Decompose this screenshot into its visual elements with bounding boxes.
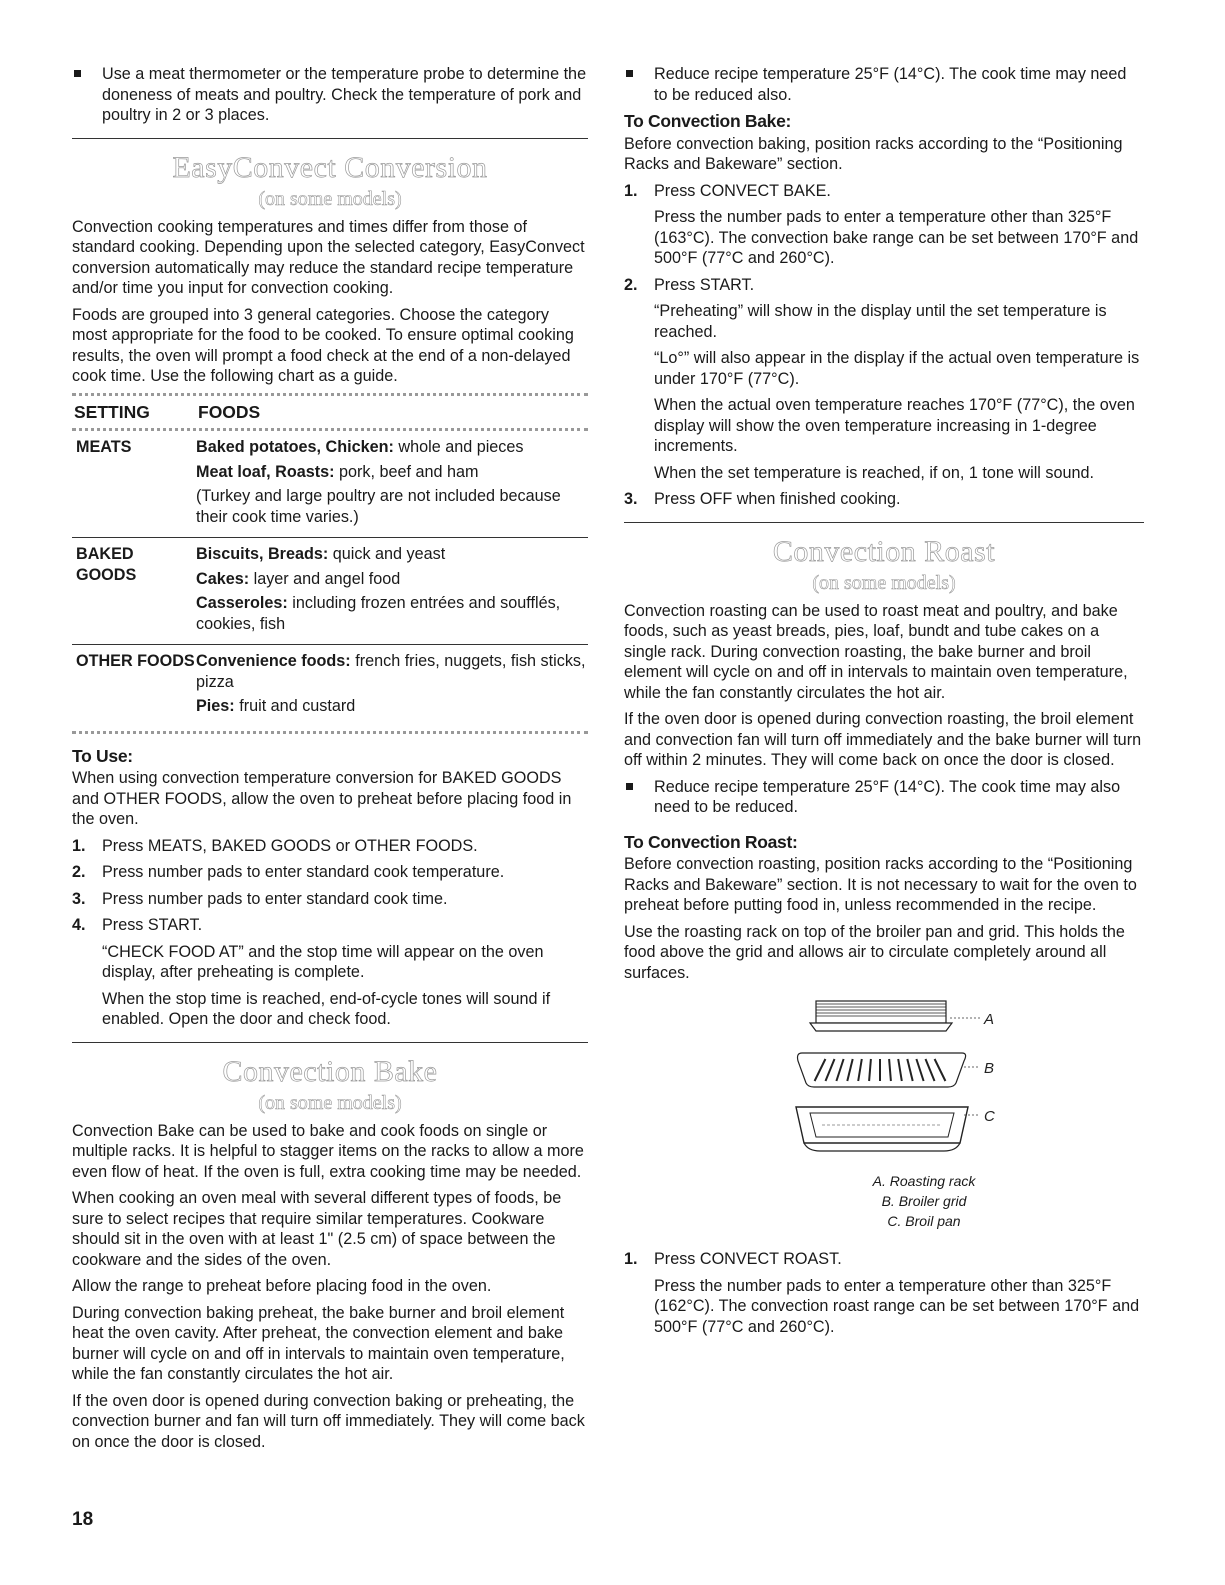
food-examples-text: french fries, nuggets, fish sticks, pizza: [196, 652, 586, 691]
bullet-text: Reduce recipe temperature 25°F (14°C). The cook time may also need to be reduced.: [654, 777, 1121, 816]
paragraph: Allow the range to preheat before placing food in the oven.: [72, 1277, 492, 1295]
section-subtitle: (on some models): [258, 187, 402, 210]
caption-line: A. Roasting rack: [872, 1173, 976, 1189]
chart-foods-cell: [196, 431, 588, 538]
step-number: 1.: [624, 1250, 638, 1268]
step-text: Press OFF when finished cooking.: [654, 490, 901, 508]
step-number: 2.: [72, 863, 86, 881]
paragraph: Convection cooking temperatures and times differ from those of standard cooking. Depending upon the selected category, EasyConvect conversion automatically may reduce the standard recipe temperature and/or time you input for convection cooking.: [72, 217, 585, 297]
step-detail: Press the number pads to enter a temperature other than 325°F (163°C). The convection bake range can be set between 170°F and 500°F (77°C and 260°C).: [654, 208, 1139, 267]
chart-row: [72, 431, 588, 538]
broiler-pan-illustration: [624, 991, 1144, 1171]
chart-foods-cell: [196, 645, 588, 727]
paragraph: Use the roasting rack on top of the broiler pan and grid. This holds the food above the grid and allows air to circulate completely around all surfaces.: [624, 922, 1125, 982]
paragraph: Convection Bake can be used to bake and cook foods on single or multiple racks. It is helpful to stagger items on the racks to allow a more even flow of heat. If the oven is full, extra cooking time may be needed.: [72, 1121, 584, 1181]
step-item: [72, 836, 588, 857]
diagram-caption: [624, 1171, 1144, 1231]
chart-setting-cell: OTHER FOODS: [72, 645, 196, 727]
food-examples-text: pork, beef and ham: [334, 462, 479, 481]
food-line: [196, 651, 588, 692]
step-item: [72, 889, 588, 910]
step-number: 3.: [624, 490, 638, 508]
section-subtitle: (on some models): [258, 1091, 402, 1114]
food-examples-text: whole and pieces: [393, 438, 524, 456]
paragraph: When using convection temperature conversion for BAKED GOODS and OTHER FOODS, allow the oven to preheat before placing food in the oven.: [72, 769, 572, 828]
chart-header-foods: FOODS: [198, 401, 261, 422]
bullet-square-icon: [626, 70, 633, 77]
food-line: [196, 544, 588, 565]
food-category-label: Pies:: [196, 697, 235, 715]
step-text: Press START.: [102, 916, 203, 934]
bullet-item: [624, 64, 1144, 105]
food-line: [196, 696, 588, 717]
paragraph: If the oven door is opened during convection baking or preheating, the convection burner and fan will turn off immediately. They will come back on once the door is closed.: [72, 1391, 585, 1451]
step-text: Press CONVECT BAKE.: [654, 181, 831, 200]
chart-row: [72, 538, 588, 645]
food-category-label: Convenience foods:: [196, 652, 351, 670]
step-item: [72, 915, 588, 1030]
paragraph: When cooking an oven meal with several different types of foods, be sure to select recipes that require similar temperatures. Cookware should sit in the oven with at least 1" (2.5 cm) of space between the cookware and the sides of the oven.: [72, 1189, 562, 1269]
food-category-label: Meat loaf, Roasts:: [196, 462, 335, 481]
broiler-grid-illustration: [798, 1053, 981, 1087]
section-title-convection-bake: Convection Bake: [222, 1054, 438, 1088]
chart-setting-cell: MEATS: [76, 438, 132, 456]
food-line: [196, 437, 588, 458]
step-number: 3.: [72, 889, 86, 908]
chart-row: [72, 645, 588, 727]
section-title-easyconvect: EasyConvect Conversion: [172, 150, 488, 184]
food-category-label: Casseroles:: [196, 594, 288, 612]
convection-bake-steps: [624, 181, 1144, 510]
broil-pan-illustration: [796, 1107, 980, 1151]
section-divider: [624, 522, 1144, 523]
section-title-convection-roast: Convection Roast: [772, 534, 996, 568]
step-number: 4.: [72, 916, 86, 934]
bullet-square-icon: [74, 70, 81, 77]
food-category-label: Baked potatoes, Chicken:: [196, 438, 394, 456]
food-line: [196, 462, 588, 483]
step-detail: “Lo°” will also appear in the display if the actual oven temperature is under 170°F (77°C).: [654, 349, 1140, 388]
bullet-text: Use a meat thermometer or the temperature probe to determine the doneness of meats and poultry. Check the temperature of pork and poultry in 2 or 3 places.: [102, 65, 587, 124]
food-examples-text: (Turkey and large poultry are not included because their cook time varies.): [196, 487, 561, 526]
step-text: Press number pads to enter standard cook time.: [102, 889, 448, 908]
step-text: Press MEATS, BAKED GOODS or OTHER FOODS.: [102, 836, 478, 855]
step-detail: When the set temperature is reached, if on, 1 tone will sound.: [654, 463, 1095, 482]
heading-to-convection-bake: To Convection Bake:: [624, 111, 792, 131]
left-column: [72, 64, 588, 1458]
step-detail: When the stop time is reached, end-of-cycle tones will sound if enabled. Open the door and check food.: [102, 989, 551, 1028]
food-examples-text: including frozen entrées and soufflés, cookies, fish: [196, 594, 561, 633]
step-number: 1.: [624, 181, 638, 200]
label-c: C: [984, 1108, 995, 1125]
section-subtitle: (on some models): [812, 571, 956, 594]
food-examples-text: fruit and custard: [234, 697, 356, 715]
bullet-item: [72, 64, 588, 126]
convection-roast-steps: [624, 1249, 1144, 1337]
paragraph: Before convection roasting, position racks according to the “Positioning Racks and Bakeware” section. It is not necessary to wait for the oven to preheat before putting food in, unless recommended in the recipe.: [624, 855, 1137, 914]
caption-line: B. Broiler grid: [881, 1193, 967, 1209]
food-line: [196, 569, 588, 590]
bullet-text: Reduce recipe temperature 25°F (14°C). The cook time may need to be reduced also.: [654, 65, 1127, 104]
label-b: B: [984, 1060, 995, 1077]
paragraph: Foods are grouped into 3 general categories. Choose the category most appropriate for the food to be cooked. To ensure optimal cooking results, the oven will prompt a food check at the end of a non-delayed cook time. Use the following chart as a guide.: [72, 305, 574, 385]
caption-line: C. Broil pan: [887, 1213, 961, 1229]
right-column: [624, 64, 1144, 1343]
step-detail: When the actual oven temperature reaches 170°F (77°C), the oven display will show the oven temperature increasing in 1-degree increments.: [654, 396, 1135, 455]
bullet-square-icon: [626, 783, 633, 790]
chart-foods-cell: [196, 538, 588, 645]
step-detail: Press the number pads to enter a temperature other than 325°F (162°C). The convection roast range can be set between 170°F and 500°F (77°C and 260°C).: [654, 1276, 1140, 1336]
step-item: [624, 489, 1144, 510]
chart-body: [72, 428, 588, 727]
chart-bottom-divider: [72, 731, 588, 734]
chart-header-setting: SETTING: [74, 401, 150, 422]
food-examples-text: layer and angel food: [249, 569, 401, 588]
step-detail: “CHECK FOOD AT” and the stop time will appear on the oven display, after preheating is complete.: [102, 942, 544, 981]
step-item: [624, 275, 1144, 484]
paragraph: During convection baking preheat, the bake burner and broil element heat the oven cavity. After preheat, the convection element and bake burner will cycle on and off in intervals to maintain oven temperature, while the fan constantly circulates the hot air.: [72, 1303, 565, 1383]
step-text: Press number pads to enter standard cook temperature.: [102, 863, 505, 881]
step-number: 1.: [72, 836, 86, 855]
page-number: 18: [72, 1509, 94, 1530]
heading-to-use: To Use:: [72, 745, 133, 766]
step-detail: “Preheating” will show in the display until the set temperature is reached.: [654, 302, 1107, 341]
food-line: [196, 593, 588, 634]
food-examples-text: quick and yeast: [328, 545, 446, 563]
food-line: [196, 486, 588, 527]
to-use-steps: [72, 836, 588, 1030]
step-item: [624, 1249, 1144, 1337]
paragraph: If the oven door is opened during convection roasting, the broil element and convection fan will turn off immediately and the bake burner will turn off within 2 minutes. They will come back on once the door is closed.: [624, 710, 1142, 769]
section-divider: [72, 1042, 588, 1043]
label-a: A: [984, 1011, 995, 1028]
step-number: 2.: [624, 275, 638, 294]
bullet-item: [624, 777, 1144, 818]
step-text: Press CONVECT ROAST.: [654, 1250, 842, 1268]
food-category-label: Cakes:: [196, 569, 250, 588]
heading-to-convection-roast: To Convection Roast:: [624, 831, 798, 852]
step-item: [72, 862, 588, 883]
step-text: Press START.: [654, 275, 755, 294]
paragraph: Convection roasting can be used to roast meat and poultry, and bake foods, such as yeast breads, pies, loaf, bundt and tube cakes on a single rack. During convection roasting, the bake burner and broil element will cycle on and off in intervals to maintain oven temperature, while the fan constantly circulates the hot air.: [624, 601, 1128, 702]
paragraph: Before convection baking, position racks according to the “Positioning Racks and Bakeware” section.: [624, 134, 1123, 173]
chart-setting-cell: BAKED GOODS: [72, 538, 196, 645]
roasting-rack-diagram: [624, 991, 1144, 1171]
step-item: [624, 181, 1144, 269]
section-divider: [72, 138, 588, 139]
conversion-chart: [72, 396, 588, 727]
roasting-rack-illustration: [810, 1001, 980, 1031]
chart-header-row: [72, 396, 588, 429]
food-category-label: Biscuits, Breads:: [196, 545, 329, 563]
